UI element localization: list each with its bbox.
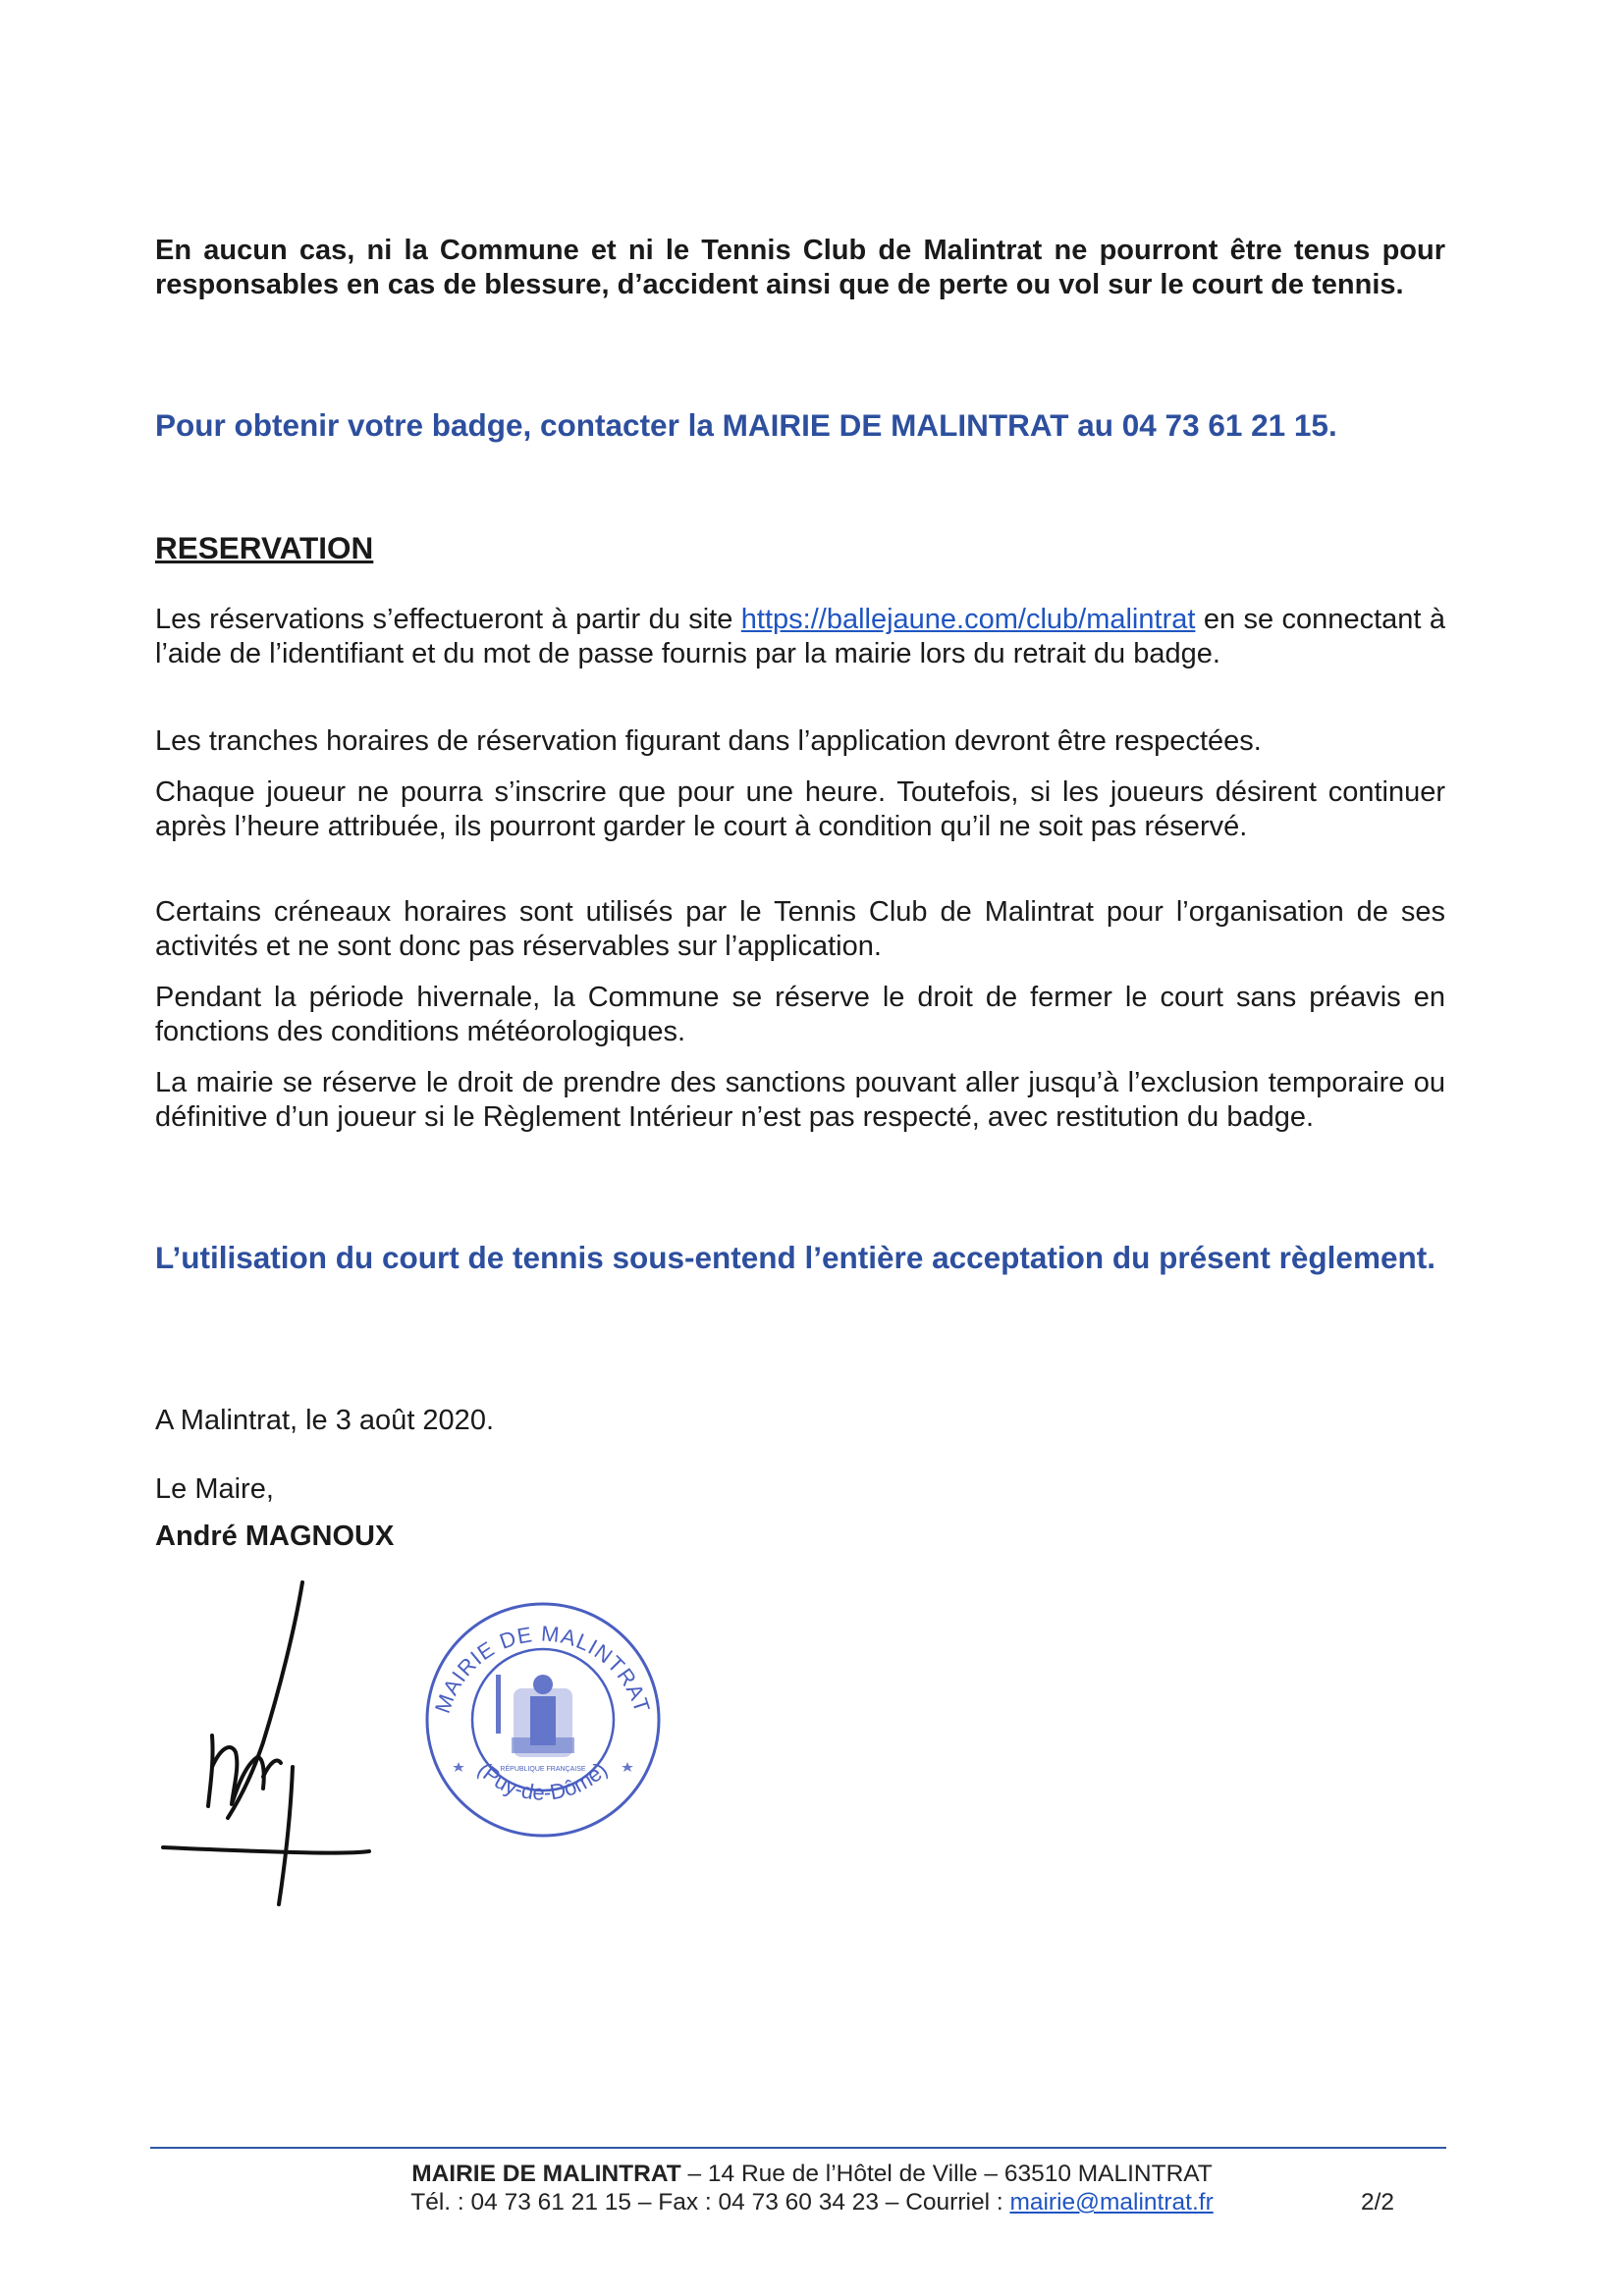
acceptance-notice: L’utilisation du court de tennis sous-entend l’entière acceptation du présent règlement.	[155, 1240, 1435, 1275]
svg-text:(Puy-de-Dôme)	[473, 1757, 612, 1805]
reservation-paragraph-6: La mairie se réserve le droit de prendre des sanctions pouvant aller jusqu’à l’exclusion temporaire ou définitive d’un joueur si le Règlement Intérieur n’est pas respecté, avec restitution du badge.	[155, 1067, 1445, 1133]
badge-notice: Pour obtenir votre badge, contacter la MAIRIE DE MALINTRAT au 04 73 61 21 15.	[155, 407, 1337, 443]
reservation-paragraph-5: Pendant la période hivernale, la Commune se réserve le droit de fermer le court sans préavis en fonctions des conditions météorologiques.	[155, 982, 1445, 1047]
page-number: 2/2	[1361, 2189, 1395, 2216]
mairie-stamp	[417, 1590, 668, 1843]
reservation-p1-text-after: en se connectant à l’aide de l’identifiant et du mot de passe fournis par la mairie lors du retrait du badge.	[155, 604, 1445, 669]
signatory-title: Le Maire,	[155, 1473, 274, 1505]
footer-divider	[150, 2147, 1446, 2149]
handwritten-signature	[147, 1571, 383, 1914]
reservation-p1-text-before: Les réservations s’effectueront à partir du site	[155, 604, 741, 635]
liability-paragraph: En aucun cas, ni la Commune et ni le Tennis Club de Malintrat ne pourront être tenus pour responsables en cas de blessure, d’accident ainsi que de perte ou vol sur le court de tennis.	[155, 235, 1445, 300]
footer-contact: Tél. : 04 73 61 21 15 – Fax : 04 73 60 34 23 – Courriel :	[410, 2189, 1010, 2216]
footer-org: MAIRIE DE MALINTRAT	[411, 2161, 681, 2187]
reservation-paragraph-1	[155, 603, 1445, 671]
reservation-paragraph-3: Chaque joueur ne pourra s’inscrire que pour une heure. Toutefois, si les joueurs désirent continuer après l’heure attribuée, ils pourront garder le court à condition qu’il ne soit pas réservé.	[155, 776, 1445, 842]
footer-address: – 14 Rue de l’Hôtel de Ville – 63510 MALINTRAT	[680, 2161, 1213, 2187]
stamp-inner-text: RÉPUBLIQUE FRANÇAISE	[500, 1766, 586, 1773]
footer-address-line	[0, 2160, 1624, 2188]
footer-email-link[interactable]: mairie@malintrat.fr	[1009, 2189, 1214, 2216]
reservation-heading: RESERVATION	[155, 530, 374, 565]
reservation-paragraph-4: Certains créneaux horaires sont utilisés par le Tennis Club de Malintrat pour l’organisation de ses activités et ne sont donc pas réservables sur l’application.	[155, 896, 1445, 962]
reservation-paragraph-2: Les tranches horaires de réservation figurant dans l’application devront être respectées.	[155, 725, 1262, 757]
stamp-top-text: MAIRIE DE MALINTRAT	[429, 1621, 656, 1717]
signatory-name: André MAGNOUX	[155, 1521, 395, 1552]
place-date: A Malintrat, le 3 août 2020.	[155, 1405, 494, 1436]
stamp-bottom-text: (Puy-de-Dôme)	[472, 1757, 613, 1805]
ballejaune-link[interactable]: https://ballejaune.com/club/malintrat	[740, 604, 1196, 635]
